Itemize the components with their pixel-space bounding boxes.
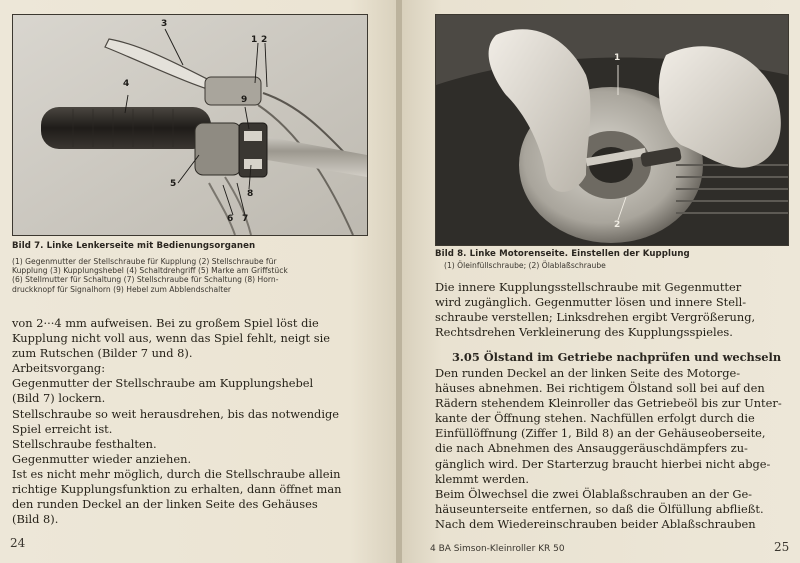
text-line: Nach dem Wiedereinschrauben beider Ablaßschrauben	[435, 516, 756, 531]
text-line: (Bild 7) lockern.	[12, 391, 106, 406]
right-section-text	[435, 366, 797, 532]
handlebar-illustration	[13, 15, 367, 235]
text-line: Stellschraube festhalten.	[12, 436, 157, 451]
right-intro-text	[435, 280, 795, 340]
text-line: Die innere Kupplungsstellschraube mit Gegenmutter	[435, 280, 742, 294]
text-line: gänglich wird. Der Starterzug braucht hierbei nicht abge-	[435, 456, 771, 471]
caption-line: Kupplung (3) Kupplungshebel (4) Schaltdrehgriff (5) Marke am Griffstück	[12, 266, 288, 276]
left-body-text	[12, 316, 390, 527]
callout-2: 2	[261, 35, 268, 45]
page-number-left: 24	[10, 536, 26, 550]
text-line: die nach Abnehmen des Ansauggeräuschdämpfers zu-	[435, 441, 748, 456]
text-line: Einfüllöffnung (Ziffer 1, Bild 8) an der Gehäuseoberseite,	[435, 426, 766, 441]
text-line: Arbeitsvorgang:	[12, 361, 106, 376]
text-line: klemmt werden.	[435, 471, 530, 486]
text-line: Ist es nicht mehr möglich, durch die Stellschraube allein	[12, 466, 341, 481]
callout-2: 2	[614, 220, 621, 230]
callout-1: 1	[614, 53, 621, 63]
callout-7: 7	[242, 214, 249, 224]
text-line: Beim Ölwechsel die zwei Ölablaßschrauben an der Ge-	[435, 486, 753, 501]
text-line: schraube verstellen; Linksdrehen ergibt Vergrößerung,	[435, 310, 756, 325]
left-page	[0, 0, 398, 563]
page-number-right: 25	[774, 540, 790, 554]
callout-6: 6	[227, 214, 234, 224]
caption-line: (6) Stellmutter für Schaltung (7) Stellschraube für Schaltung (8) Horn-	[12, 275, 279, 285]
caption-line: (1) Öleinfüllschraube; (2) Ölablaßschraube	[444, 261, 606, 270]
figure-8-photo	[435, 14, 789, 246]
figure-7-photo	[12, 14, 368, 236]
text-line: Gegenmutter der Stellschraube am Kupplungshebel	[12, 376, 314, 391]
text-line: richtige Kupplungsfunktion zu erhalten, dann öffnet man	[12, 482, 342, 497]
callout-4: 4	[123, 79, 130, 89]
text-line: zum Rutschen (Bilder 7 und 8).	[12, 346, 193, 361]
right-page	[402, 0, 800, 563]
engine-illustration	[436, 15, 788, 245]
section-heading: 3.05 Ölstand im Getriebe nachprüfen und wechseln	[452, 350, 782, 364]
text-line: häuses abnehmen. Bei richtigem Ölstand soll bei auf den	[435, 381, 765, 396]
figure-8-title: Bild 8. Linke Motorenseite. Einstellen der Kupplung	[435, 249, 690, 259]
text-line: Spiel erreicht ist.	[12, 421, 113, 436]
text-line: Kupplung nicht voll aus, wenn das Spiel fehlt, neigt sie	[12, 331, 330, 346]
figure-7-title: Bild 7. Linke Lenkerseite mit Bedienungsorganen	[12, 241, 256, 251]
text-line: (Bild 8).	[12, 512, 59, 527]
callout-1: 1	[251, 35, 258, 45]
caption-line: druckknopf für Signalhorn (9) Hebel zum Abblendschalter	[12, 284, 232, 294]
text-line: Rädern stehendem Kleinroller das Getriebeöl bis zur Unter-	[435, 396, 782, 411]
text-line: Den runden Deckel an der linken Seite des Motorge-	[435, 366, 741, 380]
callout-5: 5	[170, 179, 177, 189]
text-line: kante der Öffnung stehen. Nachfüllen erfolgt durch die	[435, 411, 755, 426]
page-footer: 4 BA Simson-Kleinroller KR 50	[430, 544, 565, 554]
figure-7-caption	[12, 257, 384, 294]
callout-9: 9	[241, 95, 248, 105]
text-line: den runden Deckel an der linken Seite des Gehäuses	[12, 497, 318, 512]
callout-8: 8	[247, 189, 254, 199]
text-line: Rechtsdrehen Verkleinerung des Kupplungsspieles.	[435, 325, 733, 340]
figure-8-caption	[444, 261, 784, 270]
callout-3: 3	[161, 19, 168, 29]
text-line: wird zugänglich. Gegenmutter lösen und innere Stell-	[435, 295, 747, 310]
text-line: Gegenmutter wieder anziehen.	[12, 451, 192, 466]
text-line: Stellschraube so weit herausdrehen, bis das notwendige	[12, 406, 339, 421]
text-line: von 2···4 mm aufweisen. Bei zu großem Spiel löst die	[12, 316, 319, 330]
text-line: häuseunterseite entfernen, so daß die Ölfüllung abfließt.	[435, 501, 764, 516]
caption-line: (1) Gegenmutter der Stellschraube für Kupplung (2) Stellschraube für	[12, 257, 277, 266]
